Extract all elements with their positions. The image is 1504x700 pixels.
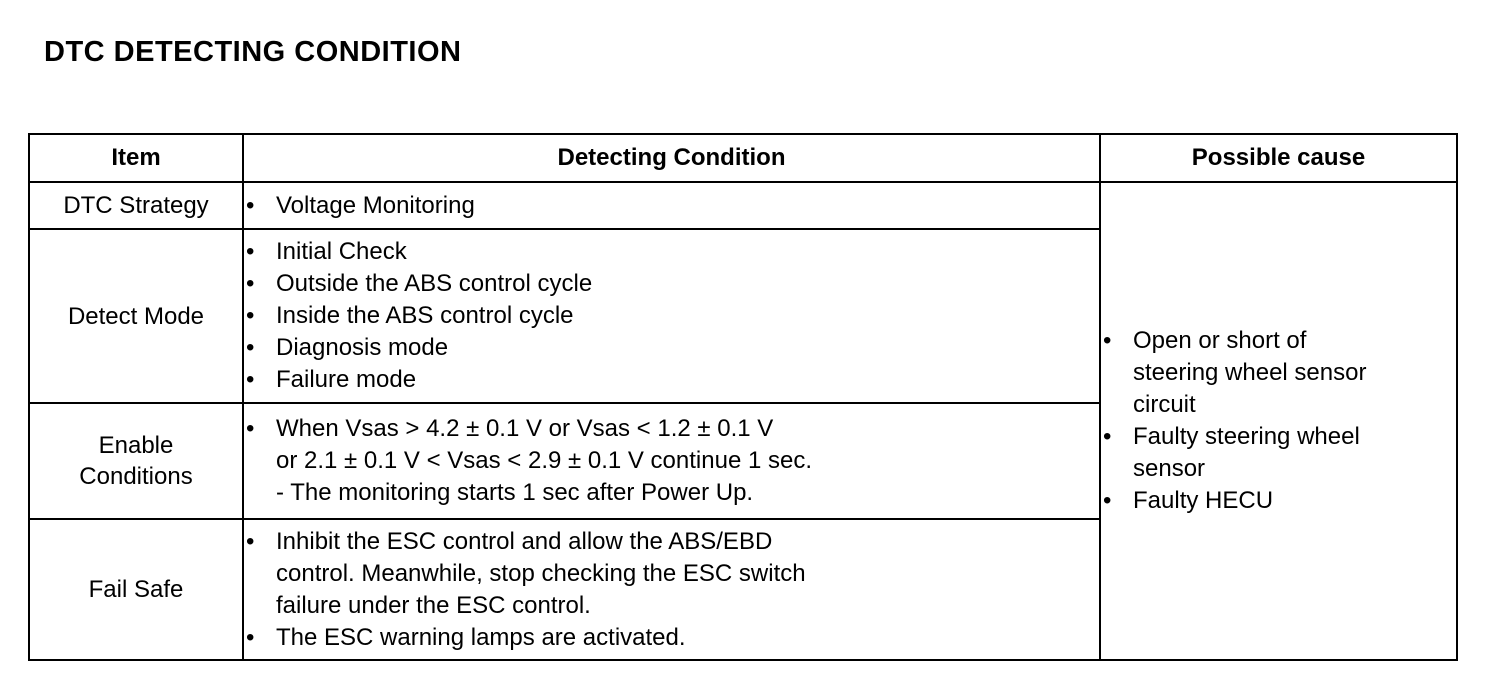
cause-line: circuit: [1133, 391, 1196, 418]
condition-item: [244, 526, 1099, 622]
header-item: Item: [29, 134, 243, 182]
condition-line: or 2.1 ± 0.1 V < Vsas < 2.9 ± 0.1 V continue 1 sec.: [276, 447, 812, 475]
header-row: [29, 134, 1457, 182]
cause-line: • Faulty steering wheel: [1133, 423, 1360, 450]
condition-line: control. Meanwhile, stop checking the ESC switch: [276, 559, 806, 587]
condition-item: • Diagnosis mode: [244, 332, 1099, 364]
condition-item: • Failure mode: [244, 364, 1099, 396]
condition-line: • When Vsas > 4.2 ± 0.1 V or Vsas < 1.2 ± 0.1 V: [276, 415, 774, 443]
item-line: Enable: [98, 432, 174, 460]
condition-item: [244, 413, 1099, 509]
cause-item: [1101, 421, 1456, 485]
condition-line: - The monitoring starts 1 sec after Power Up.: [276, 479, 754, 507]
condition-item: • Outside the ABS control cycle: [244, 268, 1099, 300]
header-possible-cause: Possible cause: [1100, 134, 1457, 182]
table-row-dtc-strategy: [29, 182, 1457, 229]
condition-line: failure under the ESC control.: [276, 591, 591, 619]
header-detecting-condition: Detecting Condition: [243, 134, 1100, 182]
condition-detect-mode: [243, 229, 1100, 403]
condition-enable-conditions: [243, 403, 1100, 519]
condition-fail-safe: [243, 519, 1100, 660]
cause-item: • Faulty HECU: [1101, 485, 1456, 517]
cause-line: steering wheel sensor: [1133, 359, 1367, 386]
item-dtc-strategy: DTC Strategy: [29, 182, 243, 229]
item-detect-mode: Detect Mode: [29, 229, 243, 403]
cause-line: • Open or short of: [1133, 327, 1307, 354]
condition-item: • Voltage Monitoring: [244, 190, 1099, 222]
condition-item: • Initial Check: [244, 236, 1099, 268]
cause-item: [1101, 325, 1456, 421]
item-fail-safe: Fail Safe: [29, 519, 243, 660]
cause-line: sensor: [1133, 455, 1206, 482]
possible-cause-cell: [1100, 182, 1457, 660]
page-title: DTC DETECTING CONDITION: [44, 36, 462, 68]
item-line: Conditions: [79, 463, 193, 491]
dtc-detecting-condition-table: [28, 133, 1458, 661]
condition-line: • Inhibit the ESC control and allow the ABS/EBD: [276, 527, 773, 555]
condition-dtc-strategy: [243, 182, 1100, 229]
condition-item: • The ESC warning lamps are activated.: [244, 622, 1099, 654]
item-enable-conditions: [29, 403, 243, 519]
condition-item: • Inside the ABS control cycle: [244, 300, 1099, 332]
